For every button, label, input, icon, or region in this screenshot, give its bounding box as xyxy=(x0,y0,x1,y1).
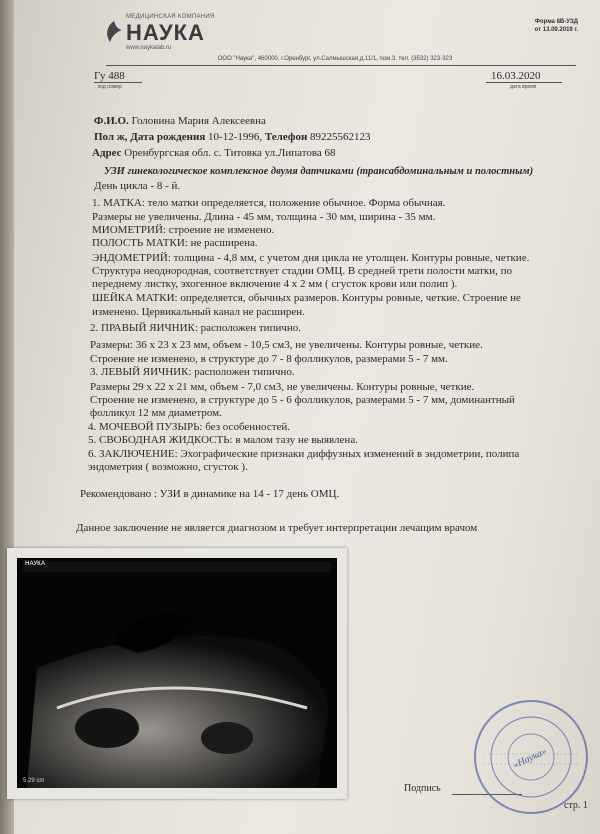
finding-line: эндометрия ( возможно, сгусток ). xyxy=(88,461,248,473)
header-divider xyxy=(106,65,576,66)
record-number: Гу 488 xyxy=(94,70,125,82)
recommendation: Рекомендовано : УЗИ в динамике на 14 - 17 день ОМЦ. xyxy=(80,488,340,500)
finding-line: 4. МОЧЕВОЙ ПУЗЫРЬ: без особенностей. xyxy=(88,421,291,433)
logo-name: НАУКА xyxy=(126,20,205,45)
ultrasound-image xyxy=(17,558,337,788)
follicle-dark-2 xyxy=(201,722,253,754)
stamp-text: «Наука» xyxy=(511,745,549,772)
scan-header-bar xyxy=(23,562,331,572)
finding-line: Структура неоднородная, соответствует стадии ОМЦ. В средней трети полости матки, по xyxy=(92,265,513,277)
finding-line: 2. ПРАВЫЙ ЯИЧНИК: расположен типично. xyxy=(90,322,302,334)
exam-title: УЗИ гинекологическое комплексное двумя датчиками (трансабдоминальным и полостным) xyxy=(104,166,534,177)
report-date-underline xyxy=(486,82,562,83)
logo-site: www.naykalab.ru xyxy=(126,45,172,51)
signature-label: Подпись xyxy=(404,783,441,794)
finding-line: МИОМЕТРИЙ: строение не изменено. xyxy=(92,224,275,236)
patient-address: Оренбургская обл. с. Титовка ул.Липатова 68 xyxy=(124,147,336,159)
finding-line: Строение не изменено, в структуре до 7 - 8 фолликулов, размерами 5 - 7 мм. xyxy=(90,353,448,365)
report-date-caption: дата время xyxy=(510,84,537,90)
address-label: Адрес xyxy=(92,147,122,159)
finding-line: ПОЛОСТЬ МАТКИ: не расширена. xyxy=(92,237,258,249)
finding-line: 5. СВОБОДНАЯ ЖИДКОСТЬ: в малом тазу не выявлена. xyxy=(88,434,358,446)
company-logo xyxy=(104,14,215,58)
finding-line: фолликул 12 мм диаметром. xyxy=(90,407,222,419)
finding-line: переднему листку, эхогенное включение 4 х 2 мм ( сгусток крови или полип ). xyxy=(92,278,458,290)
finding-line: Размеры 29 x 22 x 21 мм, объем - 7,0 см3, не увеличены. Контуры ровные, четкие. xyxy=(90,381,475,393)
finding-line: 1. МАТКА: тело матки определяется, положение обычное. Форма обычная. xyxy=(92,197,446,209)
birth-date: 10-12-1996, xyxy=(208,131,263,143)
record-number-caption: код номер xyxy=(98,84,122,90)
page-label: стр. 1 xyxy=(564,800,588,811)
form-line-2: от 13.09.2019 г. xyxy=(534,27,578,33)
record-number-underline xyxy=(94,82,142,83)
ultrasound-scale: 5.29 cm xyxy=(23,778,45,784)
finding-line: Размеры: 36 x 23 x 23 мм, объем - 10,5 см3, не увеличены. Контуры ровные, четкие. xyxy=(90,339,483,351)
ultrasound-printout xyxy=(7,548,347,799)
report-date: 16.03.2020 xyxy=(491,70,541,82)
finding-line: 6. ЗАКЛЮЧЕНИЕ: Эхографические признаки диффузных изменений в эндометрии, полипа xyxy=(88,448,520,460)
patient-address-row xyxy=(92,147,336,160)
leaf-logo-icon xyxy=(104,20,124,44)
follicle-dark xyxy=(75,708,139,748)
finding-line: 3. ЛЕВЫЙ ЯИЧНИК: расположен типично. xyxy=(90,366,295,378)
form-number xyxy=(535,18,578,34)
finding-line: изменено. Цервикальный канал не расширен. xyxy=(92,306,305,318)
phone-number: 89225562123 xyxy=(310,131,371,143)
patient-name-label: Ф.И.О. xyxy=(94,115,129,127)
ultrasound-scan-graphic xyxy=(17,558,337,788)
form-line-1: Форма 8В-УЗД xyxy=(534,19,578,25)
patient-birth-row xyxy=(94,131,371,144)
finding-line: Строение не изменено, в структуре до 5 - 6 фолликулов, размерами 5 - 7 мм, доминантный xyxy=(90,394,515,406)
patient-name-row xyxy=(94,115,266,128)
tissue-area xyxy=(27,636,329,788)
finding-line: ЭНДОМЕТРИЙ: толщина - 4,8 мм, с учетом дня цикла не утолщен. Контуры ровные, четкие. xyxy=(92,252,530,264)
sex-birth-label: Пол ж, Дата рождения xyxy=(94,131,206,143)
finding-line: ШЕЙКА МАТКИ: определяется, обычных размеров. Контуры ровные, четкие. Строение не xyxy=(92,292,521,304)
patient-name: Головина Мария Алексеевна xyxy=(131,115,266,127)
ultrasound-brand: НАУКА xyxy=(25,561,46,567)
logo-subtitle: МЕДИЦИНСКАЯ КОМПАНИЯ xyxy=(126,14,215,20)
finding-line: Размеры не увеличены. Длина - 45 мм, толщина - 30 мм, ширина - 35 мм. xyxy=(92,211,436,223)
finding-line: День цикла - 8 - й. xyxy=(94,180,181,192)
disclaimer: Данное заключение не является диагнозом и требует интерпретации лечащим врачом xyxy=(76,522,478,534)
phone-label: Телефон xyxy=(264,131,308,143)
organization-address: ООО "Наука", 460000, г.Оренбург, ул.Салмышская,д.11/1, пом.3, тел. (3532) 323-323 xyxy=(217,56,453,62)
